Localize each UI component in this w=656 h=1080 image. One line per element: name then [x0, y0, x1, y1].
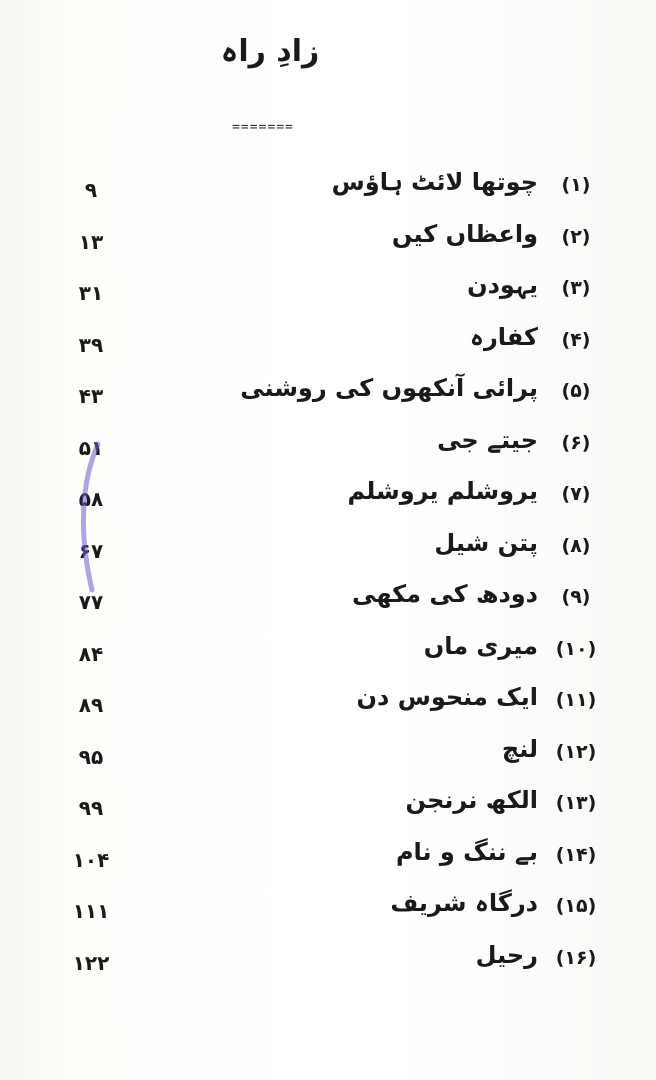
toc-entry	[0, 683, 656, 735]
toc-entry-number: (۱)	[561, 174, 591, 196]
toc-entry-page-number: ۸۹	[78, 693, 104, 717]
toc-entry-page-number: ۵۸	[78, 487, 104, 511]
toc-entry	[0, 889, 656, 941]
toc-entry-title: بے ننگ و نام	[395, 837, 538, 866]
toc-entry-title: چوتھا لائٹ ہاؤس	[331, 168, 538, 196]
toc-entry-title: الکھ نرنجن	[405, 786, 538, 814]
toc-entry	[0, 374, 656, 426]
toc-entry	[0, 529, 656, 581]
toc-entry-title: واعظاں کیں	[391, 219, 538, 248]
toc-entry-title: دودھ کی مکھی	[352, 580, 538, 608]
toc-entry	[0, 426, 656, 478]
toc-entry	[0, 735, 656, 787]
toc-entry	[0, 168, 656, 220]
toc-entry	[0, 580, 656, 632]
title-divider: =======	[232, 120, 294, 135]
toc-entry-page-number: ۳۱	[78, 281, 104, 305]
toc-entry-number: (۱۴)	[555, 843, 597, 866]
toc-entry-page-number: ۱۰۴	[72, 847, 110, 872]
toc-entry-title: پرائی آنکھوں کی روشنی	[240, 374, 538, 402]
toc-entry-title: لنچ	[501, 734, 538, 763]
toc-entry-number: (۹)	[561, 586, 591, 608]
page-title: زادِ راہ	[220, 34, 320, 69]
toc-entry-number: (۱۰)	[555, 637, 597, 660]
toc-entry-number: (۱۵)	[555, 895, 597, 917]
toc-entry	[0, 220, 656, 272]
toc-entry-number: (۵)	[561, 380, 591, 402]
toc-entry-title: میری ماں	[423, 631, 538, 660]
toc-entry-page-number: ۱۳	[78, 229, 104, 254]
toc-entry-page-number: ۹۹	[78, 796, 104, 820]
toc-entry	[0, 323, 656, 375]
toc-entry-number: (۱۶)	[555, 946, 597, 969]
toc-entry	[0, 838, 656, 890]
toc-entry-number: (۶)	[561, 431, 591, 454]
toc-entry-number: (۷)	[561, 483, 591, 505]
toc-entry-title: پتن شیل	[434, 528, 538, 557]
table-of-contents	[0, 168, 656, 992]
toc-entry-page-number: ۸۴	[78, 641, 104, 666]
toc-entry-title: کفارہ	[469, 322, 538, 351]
toc-entry-title: درگاہ شریف	[390, 889, 538, 917]
toc-entry-number: (۱۱)	[555, 689, 597, 711]
toc-entry-page-number: ۵۱	[78, 435, 104, 460]
toc-entry-number: (۴)	[561, 328, 591, 351]
toc-entry-title: جیتے جی	[437, 425, 538, 454]
toc-entry-number: (۸)	[561, 534, 591, 557]
toc-entry	[0, 941, 656, 993]
toc-entry	[0, 477, 656, 529]
toc-entry-title: یروشلم یروشلم	[347, 477, 538, 505]
toc-entry-number: (۳)	[561, 277, 591, 299]
toc-entry	[0, 786, 656, 838]
toc-entry-page-number: ۳۹	[78, 332, 104, 357]
toc-entry-title: یہودن	[467, 271, 538, 299]
toc-entry-number: (۲)	[561, 225, 591, 248]
toc-entry-page-number: ۴۳	[78, 384, 104, 408]
toc-entry-number: (۱۲)	[555, 740, 597, 763]
toc-entry-number: (۱۳)	[555, 792, 597, 814]
toc-entry-title: رحیل	[475, 940, 538, 969]
toc-entry	[0, 271, 656, 323]
toc-entry-page-number: ۹	[84, 178, 98, 202]
toc-entry-page-number: ۱۲۲	[72, 950, 110, 975]
toc-entry	[0, 632, 656, 684]
toc-entry-page-number: ۷۷	[78, 590, 104, 614]
toc-entry-title: ایک منحوس دن	[356, 683, 538, 711]
toc-entry-page-number: ۶۷	[78, 538, 104, 563]
toc-entry-page-number: ۱۱۱	[72, 899, 110, 923]
toc-entry-page-number: ۹۵	[78, 744, 104, 769]
